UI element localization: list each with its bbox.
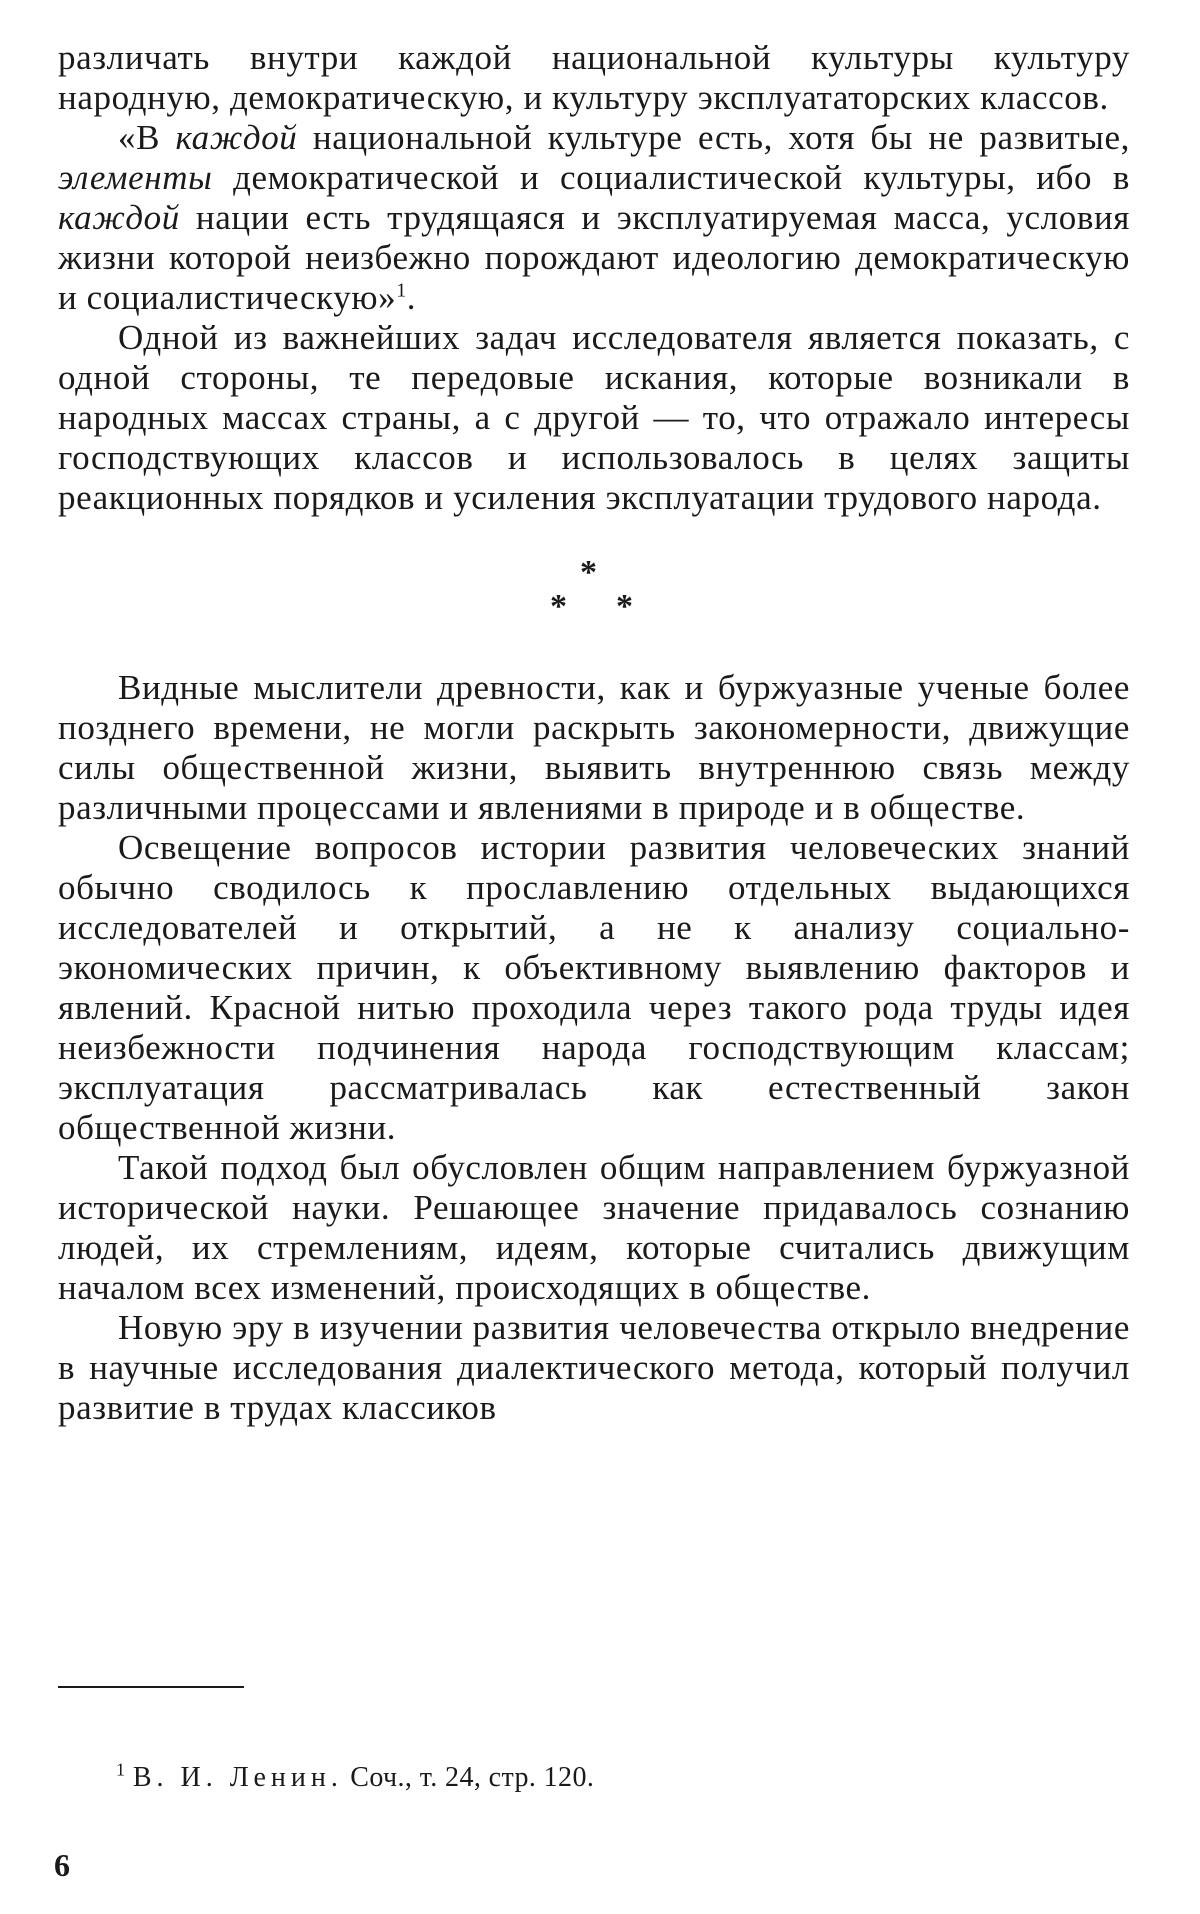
quote-text-2: демократической и социалистической культуры, ибо в [212,158,1130,197]
footnote-author: В. И. Ленин. [132,1762,343,1793]
emphasis-elementy: элементы [58,158,213,197]
footnote-source: Соч., т. 24, стр. 120. [342,1762,595,1793]
section-separator-asterisks [58,518,1130,668]
quote-text-1: национальной культуре есть, хотя бы не развитые, [297,118,1130,157]
footnote [116,1759,595,1794]
paragraph-6: Такой подход был обусловлен общим направлением буржуазной исторической науки. Решающее значение придавалось сознанию людей, их стремлениям, идеям, которые считались движущим началом всех изменений, происходящих в обществе. [58,1148,1130,1307]
paragraph-5: Освещение вопросов истории развития человеческих знаний обычно сводилось к прославлению отдельных выдающихся исследователей и открытий, а не к анализу социально-экономических причин, к объективному выявлению факторов и явлений. Красной нитью проходила через такого рода труды идея неизбежности подчинения народа господствующим классам; эксплуатация рассматривалась как естественный закон общественной жизни. [58,828,1130,1147]
footnote-marker: 1 [116,1759,126,1780]
footnote-rule [58,1686,244,1688]
quote-end: . [406,278,417,317]
paragraph-1: различать внутри каждой национальной культуры культуру народную, демократическую, и культуру эксплуататорских классов. [58,38,1130,117]
asterisk-left: * [550,588,567,625]
paragraph-2-lenin-quote [58,118,1130,318]
page-body [58,38,1130,1428]
paragraph-3: Одной из важнейших задач исследователя является показать, с одной стороны, те передовые искания, которые возникали в народных массах страны, а с другой — то, что отражало интересы господствующих классов и использовалось в целях защиты реакционных порядков и усиления эксплуатации трудового народа. [58,318,1130,517]
footnote-reference: 1 [396,279,407,302]
emphasis-kazhdoy-1: каждой [175,118,298,157]
paragraph-4: Видные мыслители древности, как и буржуазные ученые более позднего времени, не могли раскрыть закономерности, движущие силы общественной жизни, выявить внутреннюю связь между различными процессами и явлениями в природе и в обществе. [58,668,1130,827]
quote-open: «В [118,118,176,157]
emphasis-kazhdoy-2: каждой [58,198,180,237]
paragraph-7: Новую эру в изучении развития человечества открыло внедрение в научные исследования диалектического метода, который получил развитие в трудах классиков [58,1308,1130,1427]
asterisk-right: * [616,588,633,625]
quote-text-3: нации есть трудящаяся и эксплуатируемая масса, условия жизни которой неизбежно порождают идеологию демократическую и социалистическую» [58,198,1130,317]
asterisk-top: * [580,554,597,591]
page-number: 6 [54,1847,70,1883]
